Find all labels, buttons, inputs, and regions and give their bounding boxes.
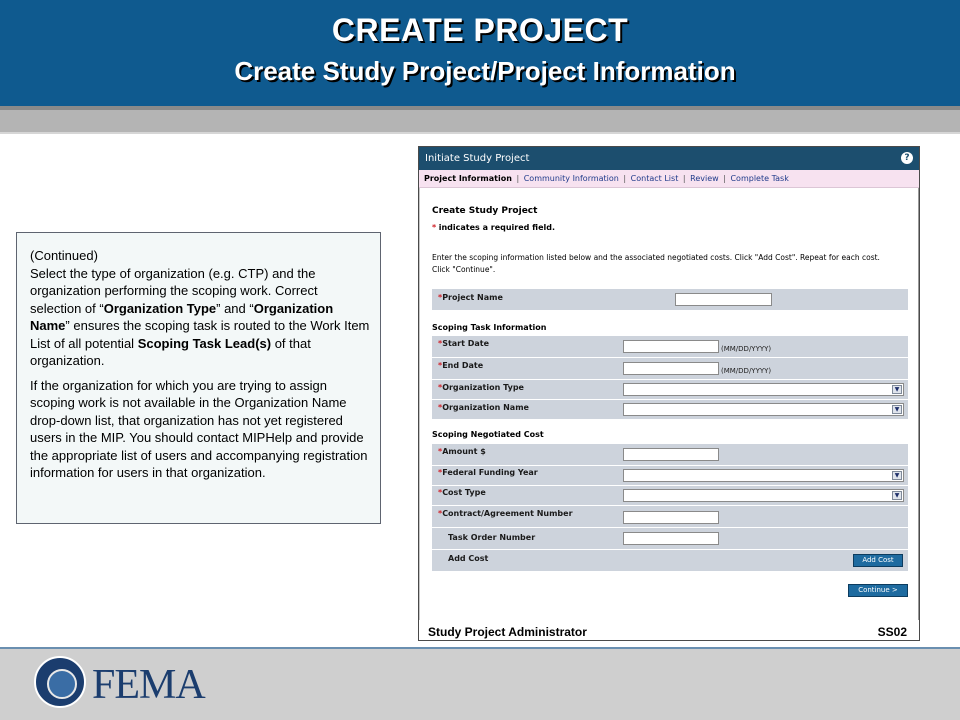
row-task-order-number: [432, 528, 908, 550]
row-contract-number: *Contract/Agreement Number: [432, 506, 908, 528]
slide-header: [0, 0, 960, 106]
organization-type-label: Organization Type: [442, 383, 524, 392]
instruction-note: [16, 232, 381, 524]
continue-button[interactable]: Continue >: [848, 584, 908, 597]
task-order-number-input[interactable]: [623, 532, 719, 545]
app-titlebar: [419, 147, 919, 170]
project-name-input[interactable]: [675, 293, 772, 306]
breadcrumb: Project Information | Community Information | Contact List | Review | Complete Task: [419, 170, 919, 188]
role-label: Study Project Administrator: [428, 625, 587, 639]
screen-caption: [419, 624, 919, 640]
tab-review[interactable]: Review: [690, 174, 719, 183]
add-cost-button[interactable]: Add Cost: [853, 554, 903, 567]
form-panel: [419, 188, 919, 620]
contract-number-label: Contract/Agreement Number: [442, 509, 573, 518]
form-heading: Create Study Project: [432, 206, 538, 216]
amount-input[interactable]: [623, 448, 719, 461]
cost-type-label: Cost Type: [442, 488, 486, 497]
tab-complete-task[interactable]: Complete Task: [730, 174, 789, 183]
organization-name-select[interactable]: [623, 403, 904, 416]
start-date-label: Start Date: [442, 339, 490, 348]
chevron-down-icon[interactable]: ▼: [892, 471, 902, 480]
app-title: Initiate Study Project: [425, 153, 530, 164]
end-date-format-hint: (MM/DD/YYYY): [721, 367, 772, 375]
note-paragraph-1: (Continued) Select the type of organization (e.g. CTP) and the organization performing the scoping work. Correct selection of “Organization Type” and “Organization Name” ensures the scoping task is routed to the Work Item List of all potential Scoping Task Lead(s) of that organization.: [30, 248, 370, 368]
end-date-label: End Date: [442, 361, 484, 370]
section-scoping-task: Scoping Task Information: [432, 323, 547, 332]
row-federal-funding-year: *Federal Funding Year ▼: [432, 466, 908, 486]
project-name-label: Project Name: [442, 293, 503, 302]
tab-community-information[interactable]: Community Information: [523, 174, 619, 183]
slide-subtitle: Create Study Project/Project Information: [234, 56, 736, 86]
app-screenshot: [418, 146, 920, 641]
chevron-down-icon[interactable]: ▼: [892, 491, 902, 500]
slide-title: CREATE PROJECT: [331, 12, 629, 48]
organization-name-label: Organization Name: [442, 403, 529, 412]
screen-id: SS02: [877, 625, 907, 639]
tab-project-information[interactable]: Project Information: [424, 174, 512, 183]
note-continued: (Continued): [30, 248, 98, 263]
instructions-line-1: Enter the scoping information listed below and the associated negotiated costs. Click "Add Cost". Repeat for each cost.: [432, 253, 880, 262]
header-band-light: [0, 132, 960, 134]
tab-contact-list[interactable]: Contact List: [630, 174, 679, 183]
note-term-scoping-lead: Scoping Task Lead(s): [137, 335, 272, 351]
row-end-date: *End Date (MM/DD/YYYY): [432, 358, 908, 380]
chevron-down-icon[interactable]: ▼: [892, 385, 902, 394]
note-paragraph-2: If the organization for which you are trying to assign scoping work is not available in the Organization Name drop-down list, that organization has not yet registered users in the MIP. You should contact MIPHelp and provide the appropriate list of users and accompanying registration information for users in that organization.: [30, 377, 368, 480]
add-cost-label: Add Cost: [448, 554, 489, 563]
organization-type-select[interactable]: [623, 383, 904, 396]
required-mark: *: [432, 223, 437, 232]
row-amount: *Amount $: [432, 444, 908, 466]
row-cost-type: *Cost Type ▼: [432, 486, 908, 506]
help-icon[interactable]: ?: [901, 152, 913, 164]
header-band-grey: [0, 110, 960, 132]
row-start-date: *Start Date (MM/DD/YYYY): [432, 336, 908, 358]
contract-number-input[interactable]: [623, 511, 719, 524]
end-date-input[interactable]: [623, 362, 719, 375]
row-add-cost: [432, 550, 908, 572]
start-date-input[interactable]: [623, 340, 719, 353]
chevron-down-icon[interactable]: ▼: [892, 405, 902, 414]
federal-funding-year-select[interactable]: [623, 469, 904, 482]
section-negotiated-cost: Scoping Negotiated Cost: [432, 430, 544, 439]
federal-funding-year-label: Federal Funding Year: [442, 468, 538, 477]
dhs-seal-icon: [34, 656, 86, 708]
start-date-format-hint: (MM/DD/YYYY): [721, 345, 772, 353]
row-project-name: *Project Name: [432, 289, 908, 311]
note-term-organization-name: Organization Name: [30, 300, 334, 333]
row-organization-type: *Organization Type ▼: [432, 380, 908, 400]
amount-label: Amount $: [442, 447, 486, 456]
task-order-number-label: Task Order Number: [448, 533, 536, 542]
fema-logo: FEMA: [92, 662, 205, 708]
cost-type-select[interactable]: [623, 489, 904, 502]
instructions-line-2: Click "Continue".: [432, 265, 496, 274]
row-organization-name: *Organization Name ▼: [432, 400, 908, 420]
required-legend: * indicates a required field.: [432, 223, 556, 232]
note-term-organization-type: Organization Type: [103, 300, 217, 316]
